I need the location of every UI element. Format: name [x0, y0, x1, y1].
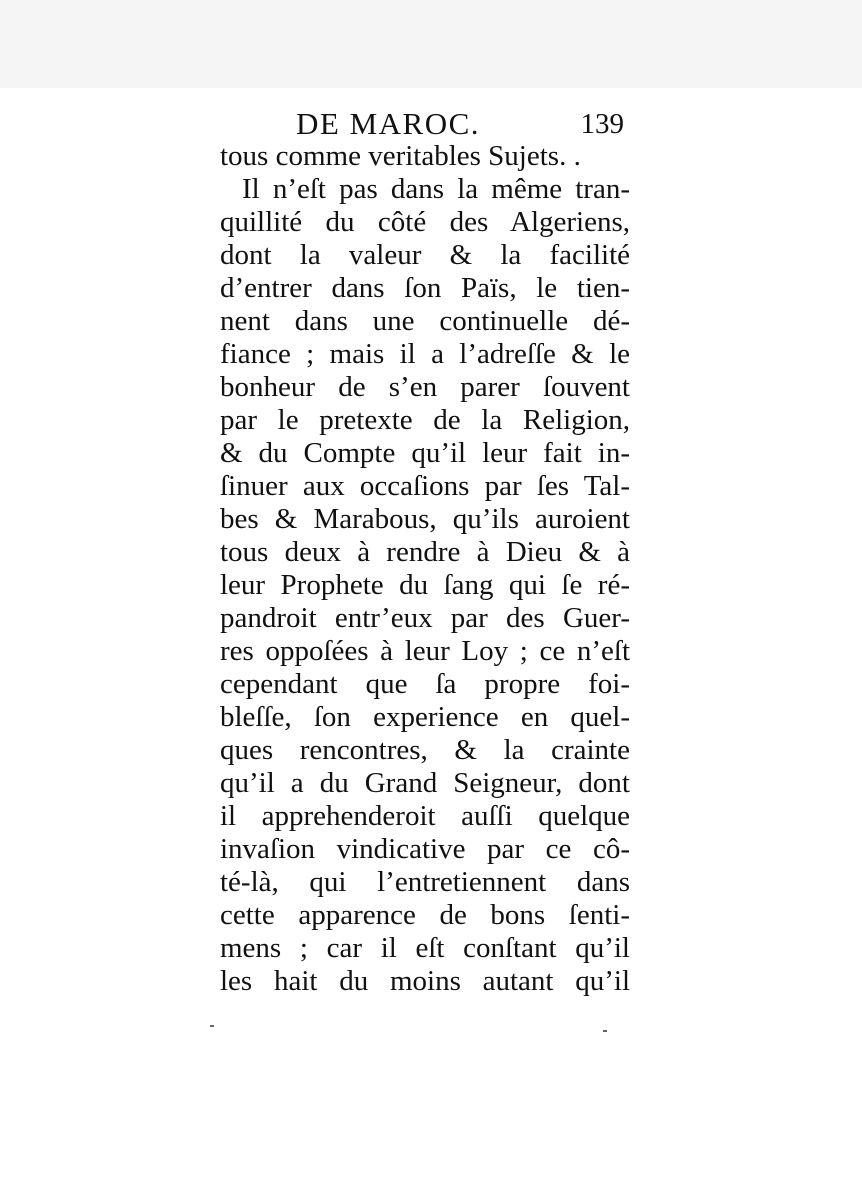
text-line: tous comme veritables Sujets. .: [220, 140, 581, 172]
text-line: Il n’eſt pas dans la même tran-: [242, 173, 630, 205]
text-line: fiance ; mais il a l’adreſſe & le: [220, 338, 630, 370]
text-line: mens ; car il eſt conſtant qu’il: [220, 932, 630, 964]
text-line: bonheur de s’en parer ſouvent: [220, 371, 630, 403]
text-line: bes & Marabous, qu’ils auroient: [220, 503, 630, 535]
ink-speck: [210, 1025, 214, 1027]
text-line: leur Prophete du ſang qui ſe ré-: [220, 569, 630, 601]
text-line: pandroit entr’eux par des Guer-: [220, 602, 630, 634]
text-line: ques rencontres, & la crainte: [220, 734, 630, 766]
text-line: tous deux à rendre à Dieu & à: [220, 536, 630, 568]
text-line: quillité du côté des Algeriens,: [220, 206, 630, 238]
body-text: [220, 140, 630, 998]
text-line: res oppoſées à leur Loy ; ce n’eſt: [220, 635, 630, 667]
text-line: d’entrer dans ſon Païs, le tien-: [220, 272, 630, 304]
text-line: nent dans une continuelle dé-: [220, 305, 630, 337]
text-line: il apprehenderoit auſſi quelque: [220, 800, 630, 832]
text-line: cependant que ſa propre foi-: [220, 668, 630, 700]
text-line: les hait du moins autant qu’il: [220, 965, 630, 997]
text-line: invaſion vindicative par ce cô-: [220, 833, 630, 865]
text-line: qu’il a du Grand Seigneur, dont: [220, 767, 630, 799]
text-line: cette apparence de bons ſenti-: [220, 899, 630, 931]
ink-speck: [603, 1030, 607, 1032]
text-line: par le pretexte de la Religion,: [220, 404, 630, 436]
text-line: dont la valeur & la facilité: [220, 239, 630, 271]
page-number: 139: [580, 108, 624, 140]
text-line: & du Compte qu’il leur fait in-: [220, 437, 630, 469]
text-line: ſinuer aux occaſions par ſes Tal-: [220, 470, 630, 502]
top-margin-band: [0, 0, 862, 88]
text-line: té-là, qui l’entretiennent dans: [220, 866, 630, 898]
text-line: bleſſe, ſon experience en quel-: [220, 701, 630, 733]
running-title: DE MAROC.: [296, 106, 481, 141]
